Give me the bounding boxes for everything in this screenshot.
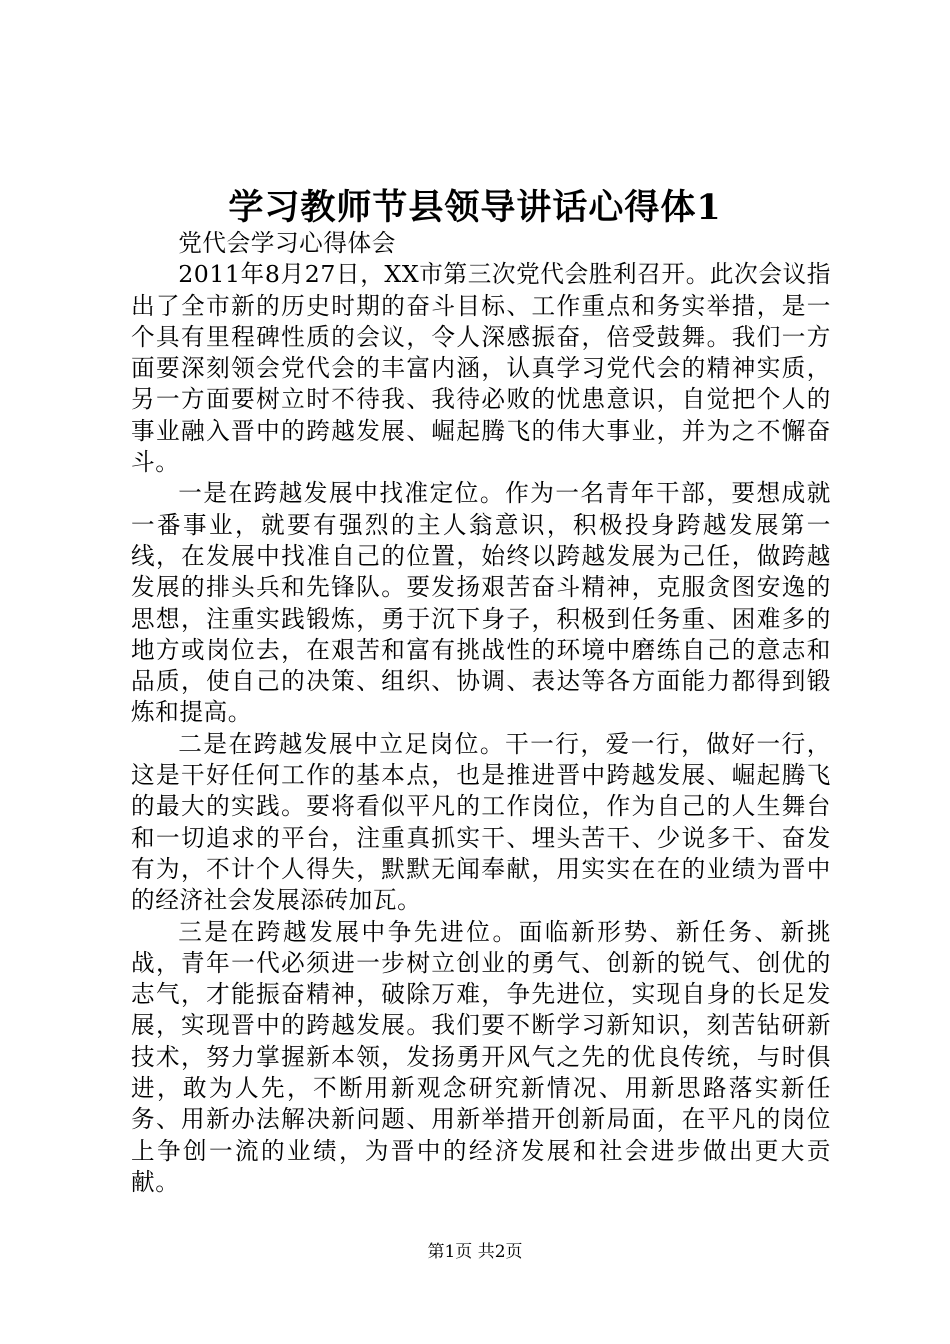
paragraph-heading: 党代会学习心得体会 [178, 229, 396, 257]
document-body [131, 228, 831, 1198]
document-title: 学习教师节县领导讲话心得体1 [228, 187, 722, 228]
paragraph-point-two: 二是在跨越发展中立足岗位。干一行，爱一行，做好一行，这是干好任何工作的基本点，也是推进晋中跨越发展、崛起腾飞的最大的实践。要将看似平凡的工作岗位，作为自己的人生舞台和一切追求的平台，注重真抓实干、埋头苦干、少说多干、奋发有为，不计个人得失，默默无闻奉献，用实实在在的业绩为晋中的经济社会发展添砖加瓦。 [131, 729, 831, 915]
paragraph-point-three: 三是在跨越发展中争先进位。面临新形势、新任务、新挑战，青年一代必须进一步树立创业的勇气、创新的锐气、创优的志气，才能振奋精神，破除万难，争先进位，实现自身的长足发展，实现晋中的跨越发展。我们要不断学习新知识，刻苦钻研新技术，努力掌握新本领，发扬勇开风气之先的优良传统，与时俱进，敢为人先，不断用新观念研究新情况、用新思路落实新任务、用新办法解决新问题、用新举措开创新局面，在平凡的岗位上争创一流的业绩，为晋中的经济发展和社会进步做出更大贡献。 [131, 917, 831, 1196]
paragraph-point-one: 一是在跨越发展中找准定位。作为一名青年干部，要想成就一番事业，就要有强烈的主人翁意识，积极投身跨越发展第一线，在发展中找准自己的位置，始终以跨越发展为己任，做跨越发展的排头兵和先锋队。要发扬艰苦奋斗精神，克服贪图安逸的思想，注重实践锻炼，勇于沉下身子，积极到任务重、困难多的地方或岗位去，在艰苦和富有挑战性的环境中磨练自己的意志和品质，使自己的决策、组织、协调、表达等各方面能力都得到锻炼和提高。 [131, 479, 831, 727]
paragraph-intro: 2011年8月27日，XX市第三次党代会胜利召开。此次会议指出了全市新的历史时期的奋斗目标、工作重点和务实举措，是一个具有里程碑性质的会议，令人深感振奋，倍受鼓舞。我们一方面要深刻领会党代会的丰富内涵，认真学习党代会的精神实质，另一方面要树立时不待我、我待必败的忧患意识，自觉把个人的事业融入晋中的跨越发展、崛起腾飞的伟大事业，并为之不懈奋斗。 [131, 260, 831, 477]
page-number-footer: 第1页 共2页 [427, 1242, 523, 1262]
